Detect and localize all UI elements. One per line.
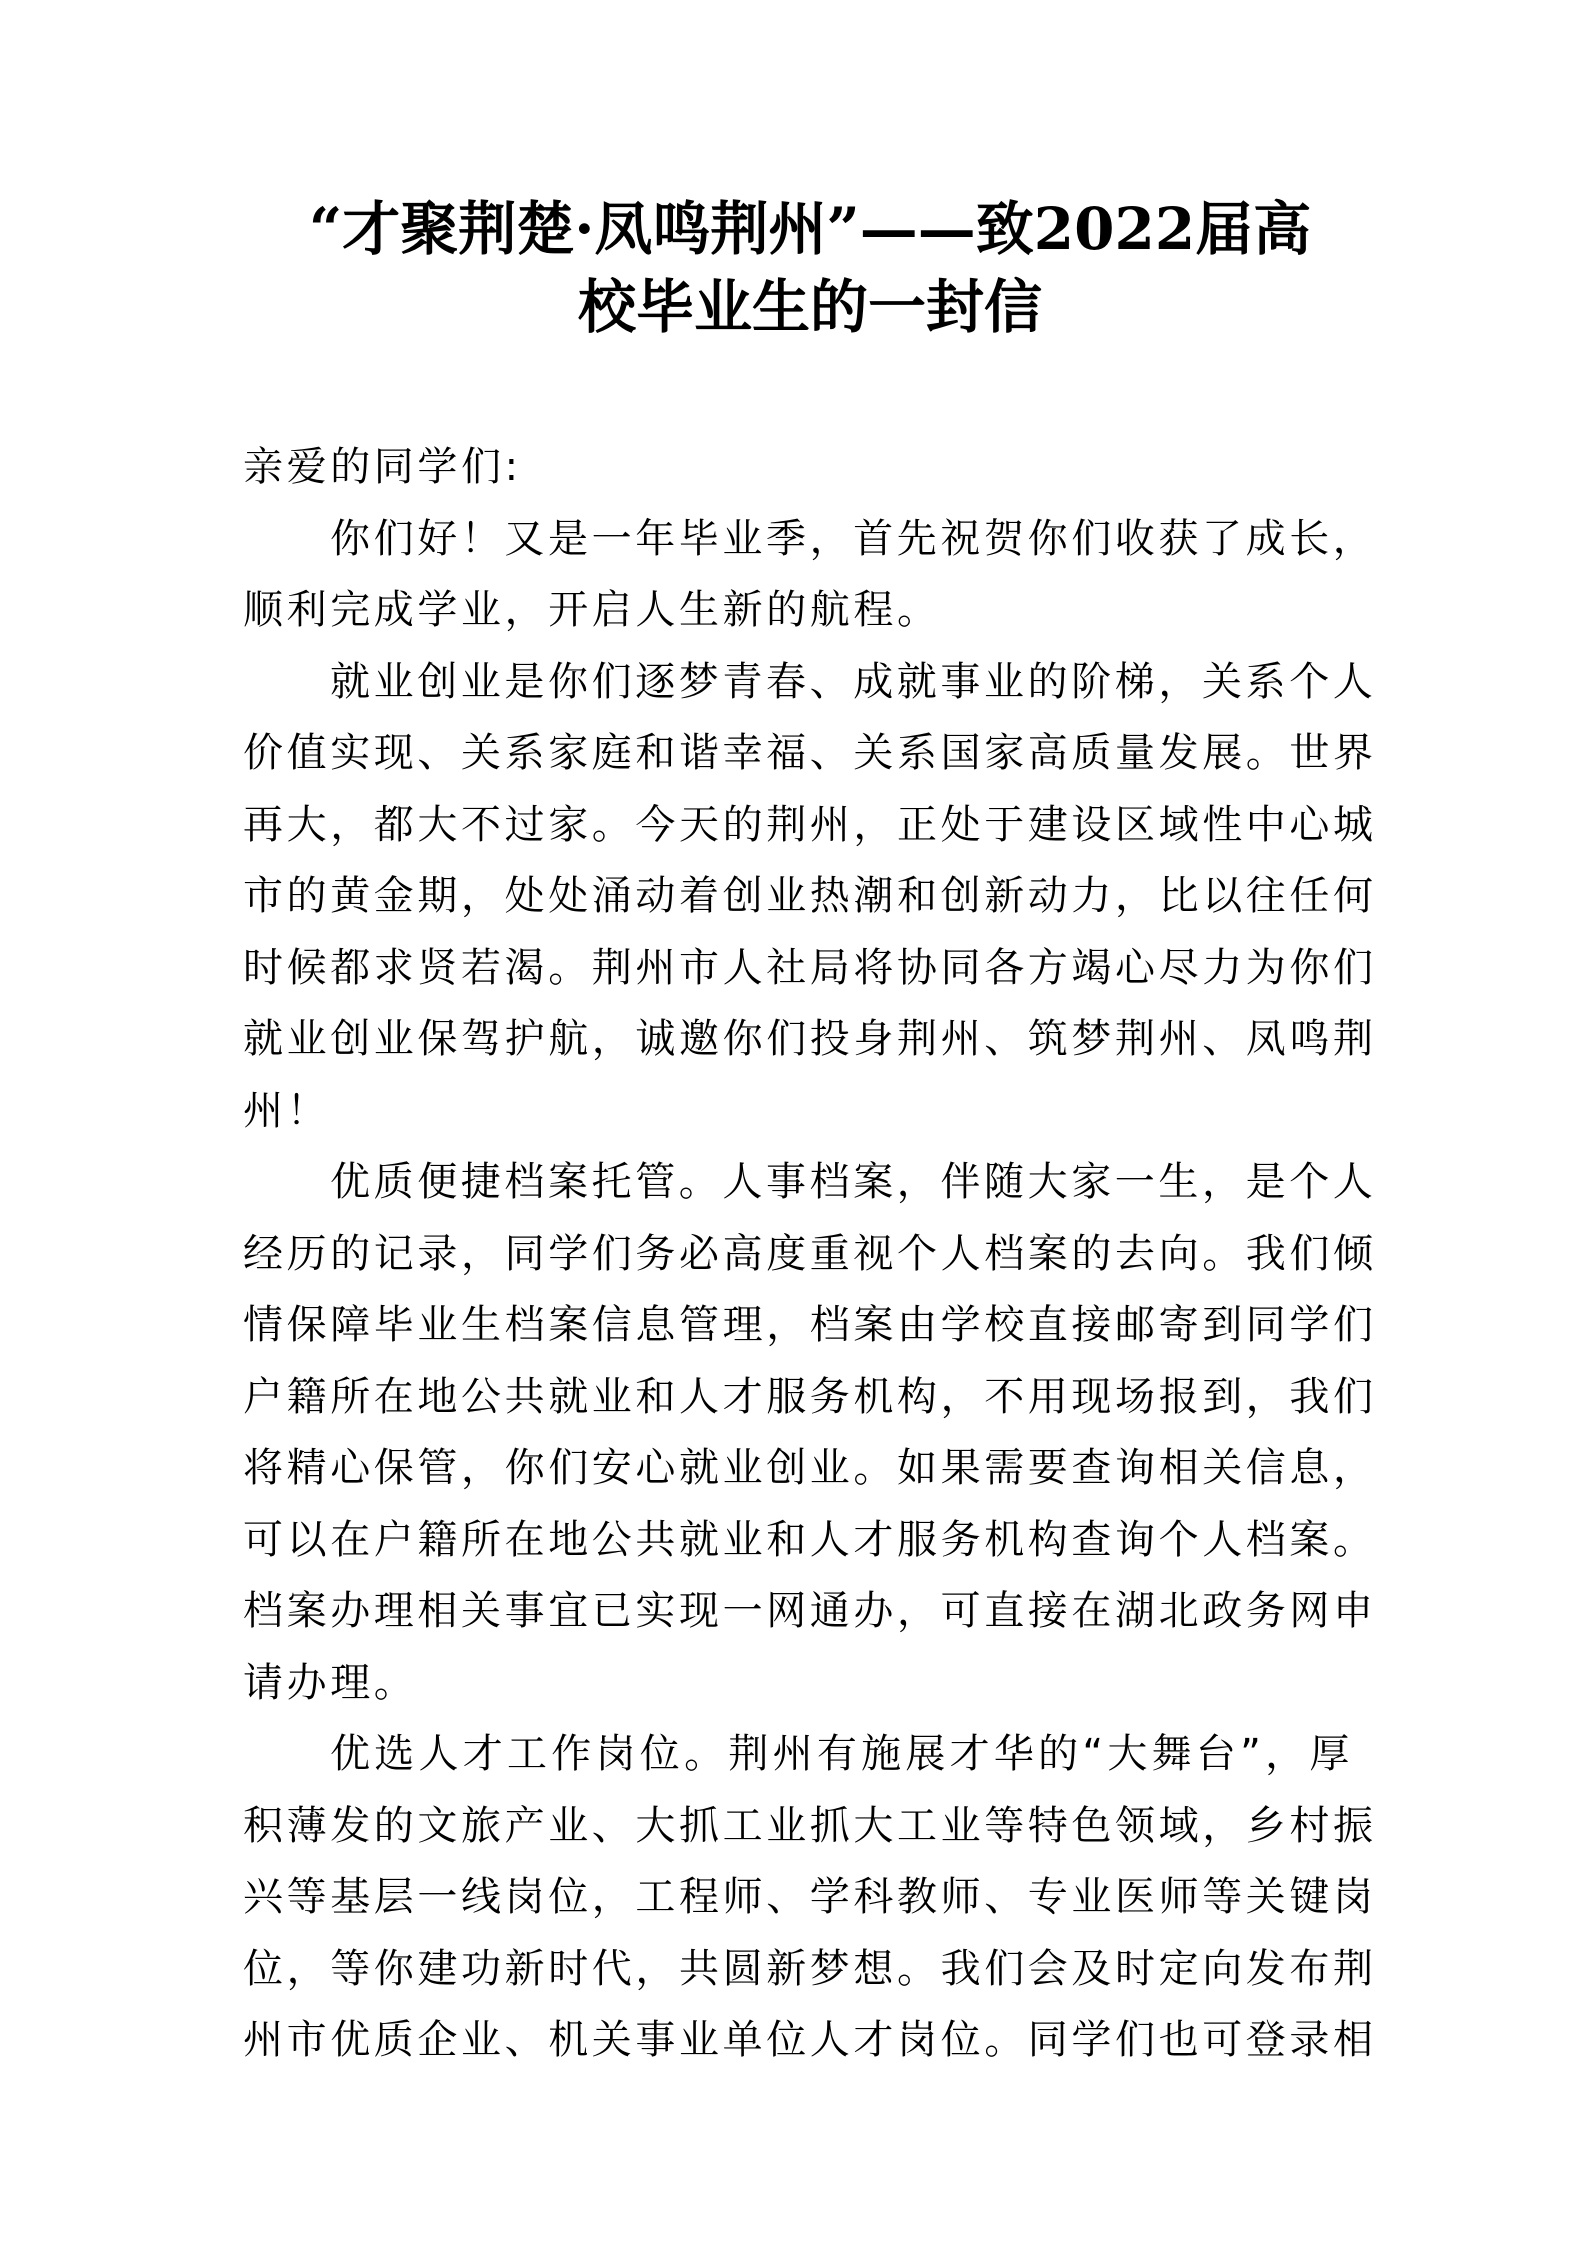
paragraph-talent-positions xyxy=(243,1719,1377,2077)
paragraph-line: 优选人才工作岗位。荆州有施展才华的“大舞台”，厚 xyxy=(330,1731,1353,1777)
paragraph-greeting xyxy=(243,504,1377,647)
paragraph-line: 再大，都大不过家。今天的荆州，正处于建设区域性中心城 xyxy=(243,801,1377,848)
title-line-2: 校毕业生的一封信 xyxy=(577,273,1042,341)
paragraph-line: 就业创业是你们逐梦青春、成就事业的阶梯，关系个人 xyxy=(330,658,1377,705)
paragraph-line: 顺利完成学业，开启人生新的航程。 xyxy=(243,587,941,633)
paragraph-line: 情保障毕业生档案信息管理，档案由学校直接邮寄到同学们 xyxy=(243,1302,1377,1348)
paragraph-line: 户籍所在地公共就业和人才服务机构，不用现场报到，我们 xyxy=(243,1373,1377,1420)
letter-body xyxy=(243,432,1377,2077)
paragraph-line: 就业创业保驾护航，诚邀你们投身荆州、筑梦荆州、凤鸣荆 xyxy=(243,1016,1377,1062)
paragraph-line: 将精心保管，你们安心就业创业。如果需要查询相关信息， xyxy=(243,1445,1377,1491)
paragraph-line: 积薄发的文旅产业、大抓工业抓大工业等特色领域，乡村振 xyxy=(243,1802,1377,1849)
paragraph-line: 价值实现、关系家庭和谐幸福、关系国家高质量发展。世界 xyxy=(243,730,1377,776)
paragraph-line: 兴等基层一线岗位，工程师、学科教师、专业医师等关键岗 xyxy=(243,1874,1377,1920)
paragraph-line: 时候都求贤若渴。荆州市人社局将协同各方竭心尽力为你们 xyxy=(243,944,1377,991)
paragraph-line: 经历的记录，同学们务必高度重视个人档案的去向。我们倾 xyxy=(243,1230,1377,1277)
paragraph-line: 市的黄金期，处处涌动着创业热潮和创新动力，比以往任何 xyxy=(243,873,1377,919)
salutation-text: 亲爱的同学们: xyxy=(243,444,522,490)
paragraph-line: 州！ xyxy=(243,1087,331,1134)
paragraph-line: 优质便捷档案托管。人事档案，伴随大家一生，是个人 xyxy=(330,1159,1377,1205)
document-title xyxy=(250,190,1370,346)
paragraph-archive-custody xyxy=(243,1147,1377,1719)
paragraph-invitation xyxy=(243,647,1377,1148)
title-line-1: “才聚荆楚·凤鸣荆州”——致2022届高 xyxy=(308,195,1312,263)
paragraph-line: 可以在户籍所在地公共就业和人才服务机构查询个人档案。 xyxy=(243,1516,1377,1563)
salutation xyxy=(243,432,1353,504)
paragraph-line: 州市优质企业、机关事业单位人才岗位。同学们也可登录相 xyxy=(243,2017,1377,2063)
paragraph-line: 请办理。 xyxy=(243,1659,418,1706)
paragraph-line: 你们好！又是一年毕业季，首先祝贺你们收获了成长， xyxy=(330,515,1377,562)
paragraph-line: 档案办理相关事宜已实现一网通办，可直接在湖北政务网申 xyxy=(243,1588,1377,1634)
paragraph-line: 位，等你建功新时代，共圆新梦想。我们会及时定向发布荆 xyxy=(243,1945,1377,1992)
